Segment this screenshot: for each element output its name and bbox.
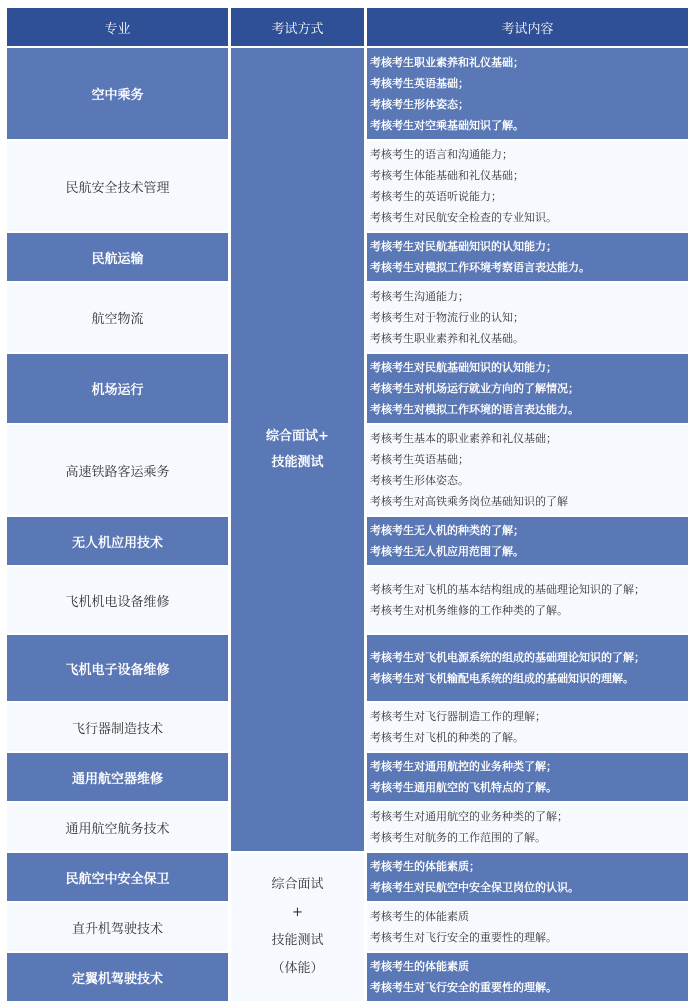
content-line: 考核考生对模拟工作环境的语言表达能力。 (370, 403, 579, 416)
content-line: 考核考生对飞机的基本结构组成的基础理论知识的了解； (370, 583, 645, 596)
content-line: 考核考生沟通能力； (370, 290, 469, 303)
exam-content (367, 703, 688, 751)
content-line: 考核考生对空乘基础知识了解。 (370, 118, 524, 132)
content-line: 考核考生对于物流行业的认知； (370, 311, 524, 324)
exam-content (367, 903, 688, 951)
major-name: 无人机应用技术 (7, 517, 228, 565)
exam-method-line: 技能测试 (271, 454, 324, 470)
major-name: 机场运行 (7, 354, 228, 423)
exam-content (367, 803, 688, 851)
exam-method-line: 综合面试+ (266, 428, 329, 444)
content-line: 考核考生对民航基础知识的认知能力； (370, 361, 557, 374)
exam-content (367, 635, 688, 701)
exam-method-cell (231, 853, 364, 1001)
content-line: 考核考生形体姿态。 (370, 474, 469, 487)
header-major: 专业 (7, 8, 228, 46)
content-line: 考核考生对航务的工作范围的了解。 (370, 831, 546, 844)
content-line: 考核考生英语基础； (370, 76, 469, 90)
content-line: 考核考生体能基础和礼仪基础； (370, 169, 524, 182)
content-line: 考核考生英语基础； (370, 453, 469, 466)
table-row (7, 853, 688, 901)
content-line: 考核考生对机场运行就业方向的了解情况； (370, 382, 579, 395)
header-content: 考试内容 (367, 8, 688, 46)
content-line: 考核考生对飞行器制造工作的理解； (370, 710, 546, 723)
exam-content (367, 233, 688, 281)
major-name: 通用航空器维修 (7, 753, 228, 801)
exam-content (367, 48, 688, 139)
content-line: 考核考生无人机应用范围了解。 (370, 545, 524, 558)
exam-content (367, 283, 688, 352)
exam-content (367, 517, 688, 565)
major-name: 航空物流 (7, 283, 228, 352)
major-name: 民航空中安全保卫 (7, 853, 228, 901)
content-line: 考核考生对飞机的种类的了解。 (370, 731, 524, 744)
content-line: 考核考生的体能素质 (370, 910, 469, 923)
major-name: 高速铁路客运乘务 (7, 425, 228, 515)
exam-method-line: 综合面试 (271, 877, 324, 892)
major-name: 飞机电子设备维修 (7, 635, 228, 701)
major-name: 直升机驾驶技术 (7, 903, 228, 951)
content-line: 考核考生的英语听说能力； (370, 190, 502, 203)
header-row (7, 8, 688, 46)
major-name: 通用航空航务技术 (7, 803, 228, 851)
header-method: 考试方式 (231, 8, 364, 46)
exam-content (367, 853, 688, 901)
content-line: 考核考生对飞机输配电系统的组成的基础知识的理解。 (370, 672, 634, 685)
exam-content (367, 354, 688, 423)
content-line: 考核考生对通用航控的业务种类了解； (370, 760, 557, 773)
exam-method-line: + (292, 905, 303, 920)
exam-content (367, 425, 688, 515)
content-line: 考核考生通用航空的飞机特点的了解。 (370, 781, 557, 794)
major-name: 空中乘务 (7, 48, 228, 139)
content-line: 考核考生无人机的种类的了解； (370, 524, 524, 537)
exam-table (4, 6, 689, 1003)
content-line: 考核考生对民航空中安全保卫岗位的认识。 (370, 881, 579, 894)
major-name: 定翼机驾驶技术 (7, 953, 228, 1001)
exam-content (367, 141, 688, 231)
content-line: 考核考生的语言和沟通能力； (370, 148, 513, 161)
content-line: 考核考生对机务维修的工作种类的了解。 (370, 604, 568, 617)
exam-method-cell (231, 48, 364, 851)
content-line: 考核考生对民航安全检查的专业知识。 (370, 211, 557, 224)
content-line: 考核考生职业素养和礼仪基础。 (370, 332, 524, 345)
major-name: 飞行器制造技术 (7, 703, 228, 751)
exam-content (367, 953, 688, 1001)
content-line: 考核考生对高铁乘务岗位基础知识的了解 (370, 495, 568, 508)
content-line: 考核考生对民航基础知识的认知能力； (370, 240, 557, 253)
exam-content (367, 753, 688, 801)
content-line: 考核考生对飞行安全的重要性的理解。 (370, 981, 557, 994)
exam-method-line: 技能测试 (271, 933, 324, 948)
content-line: 考核考生对飞行安全的重要性的理解。 (370, 931, 557, 944)
content-line: 考核考生对飞机电源系统的组成的基础理论知识的了解； (370, 651, 645, 664)
content-line: 考核考生基本的职业素养和礼仪基础； (370, 432, 557, 445)
major-name: 民航安全技术管理 (7, 141, 228, 231)
exam-method-line: （体能） (271, 961, 324, 976)
content-line: 考核考生对通用航空的业务种类的了解； (370, 810, 568, 823)
content-line: 考核考生的体能素质； (370, 860, 480, 873)
content-line: 考核考生的体能素质 (370, 960, 469, 973)
major-name: 民航运输 (7, 233, 228, 281)
content-line: 考核考生形体姿态； (370, 97, 469, 111)
content-line: 考核考生职业素养和礼仪基础； (370, 55, 524, 69)
exam-content (367, 567, 688, 633)
major-name: 飞机机电设备维修 (7, 567, 228, 633)
content-line: 考核考生对模拟工作环境考察语言表达能力。 (370, 261, 590, 274)
table-row (7, 48, 688, 139)
